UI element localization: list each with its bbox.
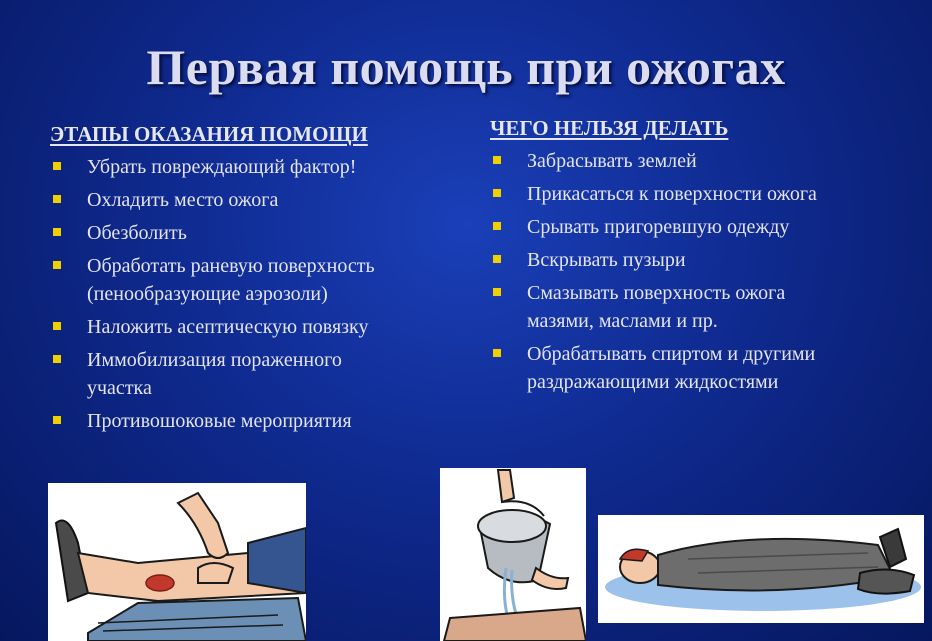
list-item-text: Иммобилизация пораженного: [87, 349, 342, 371]
bullet-icon: [53, 162, 61, 170]
bullet-icon: [53, 228, 61, 236]
bullet-icon: [53, 261, 61, 269]
list-item-text: Обработать раневую поверхность: [87, 255, 375, 277]
list-item: [490, 340, 910, 396]
list-item-text: Охладить место ожога: [87, 189, 279, 211]
list-item-text: (пенообразующие аэрозоли): [87, 283, 328, 305]
list-item-text: Убрать повреждающий фактор!: [87, 156, 357, 178]
cooling-water-illustration: [440, 468, 586, 641]
right-column-heading: ЧЕГО НЕЛЬЗЯ ДЕЛАТЬ: [490, 116, 729, 140]
list-item: [50, 186, 450, 214]
list-item: [490, 213, 910, 241]
list-item-text: Забрасывать землей: [527, 150, 697, 172]
list-item-text: Противошоковые мероприятия: [87, 410, 352, 432]
list-item: [490, 180, 910, 208]
bullet-icon: [53, 322, 61, 330]
list-item-text: раздражающими жидкостями: [527, 371, 779, 393]
bullet-icon: [53, 195, 61, 203]
left-list: [50, 153, 450, 435]
bullet-icon: [493, 349, 501, 357]
list-item: [50, 313, 450, 341]
list-item-text: Обезболить: [87, 222, 187, 244]
list-item: [490, 279, 910, 335]
covered-patient-illustration: [598, 515, 924, 623]
list-item-text: Срывать пригоревшую одежду: [527, 216, 790, 238]
list-item: [490, 246, 910, 274]
list-item-text: Вскрывать пузыри: [527, 249, 686, 271]
list-item-text: Прикасаться к поверхности ожога: [527, 183, 817, 205]
list-item: [50, 407, 450, 435]
bullet-icon: [493, 288, 501, 296]
list-item-text: мазями, маслами и пр.: [527, 310, 718, 332]
right-list: [490, 147, 910, 396]
list-item-text: участка: [87, 377, 152, 399]
list-item: [50, 153, 450, 181]
list-item: [50, 219, 450, 247]
list-item: [490, 147, 910, 175]
bullet-icon: [53, 416, 61, 424]
left-column: [50, 122, 450, 440]
list-item-text: Обрабатывать спиртом и другими: [527, 343, 816, 365]
list-item-text: Наложить асептическую повязку: [87, 316, 369, 338]
bullet-icon: [493, 189, 501, 197]
bandaging-leg-illustration: [48, 483, 306, 641]
bullet-icon: [53, 355, 61, 363]
bullet-icon: [493, 255, 501, 263]
list-item: [50, 252, 450, 308]
slide-title: Первая помощь при ожогах: [146, 39, 786, 95]
bullet-icon: [493, 222, 501, 230]
right-column: [490, 116, 910, 401]
list-item-text: Смазывать поверхность ожога: [527, 282, 786, 304]
bullet-icon: [493, 156, 501, 164]
list-item: [50, 346, 450, 402]
left-column-heading: ЭТАПЫ ОКАЗАНИЯ ПОМОЩИ: [50, 122, 368, 146]
